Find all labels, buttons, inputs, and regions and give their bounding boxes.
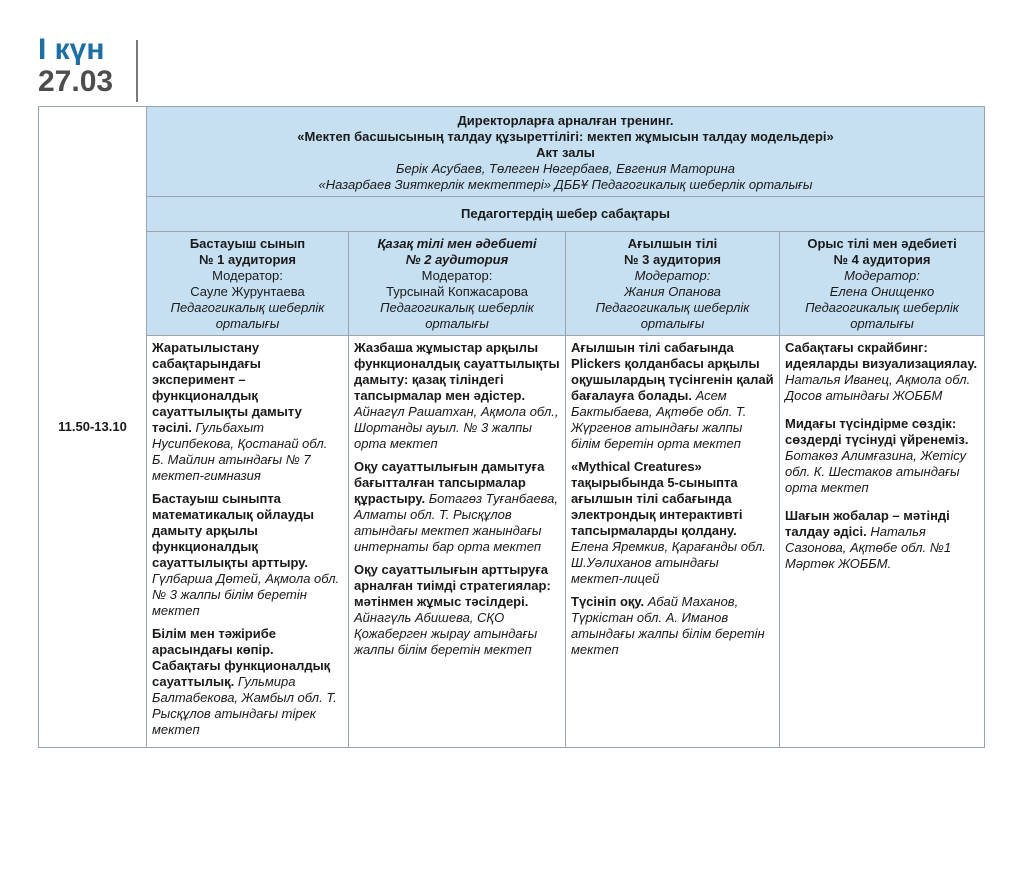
schedule-table bbox=[38, 106, 985, 748]
masters-row bbox=[39, 197, 985, 232]
room-number: № 2 аудитория bbox=[405, 252, 509, 267]
sessions-row bbox=[39, 336, 985, 748]
room-1-sessions bbox=[147, 336, 349, 748]
session-item bbox=[785, 416, 979, 496]
moderator-label: Модератор: bbox=[634, 268, 711, 283]
room-3-sessions bbox=[566, 336, 780, 748]
session-author: Гүлбарша Дөтей, Ақмола обл. № 3 жалпы білім беретін мектеп bbox=[152, 571, 340, 618]
room-number: № 4 аудитория bbox=[833, 252, 931, 267]
room-header-4 bbox=[780, 232, 985, 336]
moderator-org: Педагогикалық шеберлік bbox=[595, 300, 750, 315]
session-title: Жаратылыстану сабақтарындағы эксперимент – функционалдық сауаттылықты дамыту тәсілі. bbox=[152, 340, 302, 435]
session-item bbox=[354, 340, 560, 452]
moderator-name: Сауле Журунтаева bbox=[190, 284, 305, 299]
session-title: Шағын жобалар – мәтінді талдау әдісі. bbox=[785, 508, 950, 539]
session-author: Наталья Иванец, Ақмола обл. Досов атындағы ЖОББМ bbox=[785, 372, 971, 403]
moderator-label: Модератор: bbox=[421, 268, 493, 283]
session-author: Ботакөз Алимғазина, Жетісу обл. К. Шестаков атындағы орта мектеп bbox=[785, 448, 967, 495]
session-author: Асем Бактыбаева, Ақтөбе обл. Т. Жүргенов атындағы жалпы білім беретін орта мектеп bbox=[571, 388, 747, 451]
session-title: Мидағы түсіндірме сөздік: сөздерді түсінуді үйренеміз. bbox=[785, 416, 969, 447]
session-item bbox=[571, 340, 774, 452]
session-title: Ағылшын тілі сабағында Plickers қолданбасы арқылы оқушылардың түсінгенін қалай бағалауға болады. bbox=[571, 340, 774, 403]
date-label: 27.03 bbox=[38, 65, 114, 98]
time-slot: 11.50-13.10 bbox=[39, 107, 147, 748]
room-4-sessions bbox=[780, 336, 985, 748]
session-title: Жазбаша жұмыстар арқылы функционалдық сауаттылықты дамыту: қазақ тіліндегі тапсырмалар мен әдістер. bbox=[354, 340, 560, 403]
session-title: «Mythical Creatures» тақырыбында 5-сыныпта ағылшын тілі сабағында электрондық интерактивті тапсырмаларды қолдану. bbox=[571, 459, 743, 538]
rooms-row bbox=[39, 232, 985, 336]
training-speakers: Берік Асубаев, Төлеген Нөгербаев, Евгения Маторина bbox=[396, 161, 735, 176]
moderator-label: Модератор: bbox=[212, 268, 283, 283]
training-title: Директорларға арналған тренинг. bbox=[457, 113, 674, 128]
session-author: Елена Яремкив, Қарағанды обл. Ш.Уәлиханов атындағы мектеп-лицей bbox=[571, 539, 766, 586]
session-title: Білім мен тәжірибе арасындағы көпір. Сабақтағы функционалдық сауаттылық. bbox=[152, 626, 331, 689]
session-item bbox=[354, 562, 560, 658]
session-author: Абай Маханов, Түркістан обл. А. Иманов атындағы жалпы білім беретін мектеп bbox=[571, 594, 765, 657]
moderator-org: Педагогикалық шеберлік bbox=[380, 300, 534, 315]
session-author: Айнагүль Абишева, СҚО Қожаберген жырау атындағы жалпы білім беретін мектеп bbox=[354, 610, 538, 657]
session-author: Гульбахыт Нусипбекова, Қостанай обл. Б. Майлин атындағы № 7 мектеп-гимназия bbox=[152, 420, 328, 483]
training-venue: Акт залы bbox=[536, 145, 595, 160]
moderator-org: Педагогикалық шеберлік bbox=[805, 300, 959, 315]
room-subject: Ағылшын тілі bbox=[627, 236, 718, 251]
room-header-3 bbox=[566, 232, 780, 336]
room-subject: Қазақ тілі мен әдебиеті bbox=[377, 236, 537, 251]
room-subject: Бастауыш сынып bbox=[189, 236, 306, 251]
moderator-name: Елена Онищенко bbox=[829, 284, 935, 299]
session-author: Ботагөз Туғанбаева, Алматы обл. Т. Рысқұлов атындағы мектеп жанындағы интернаты бар орта мектеп bbox=[354, 491, 559, 554]
session-title: Түсініп оқу. bbox=[571, 594, 645, 609]
training-block bbox=[147, 107, 985, 197]
moderator-name: Жания Опанова bbox=[624, 284, 721, 299]
room-number: № 1 аудитория bbox=[199, 252, 296, 267]
day-header bbox=[38, 34, 113, 98]
moderator-org-2: орталығы bbox=[640, 316, 705, 331]
day-label: I күн bbox=[38, 33, 105, 66]
session-item bbox=[571, 459, 774, 587]
session-title: Сабақтағы скрайбинг: идеяларды визуализациялау. bbox=[785, 340, 978, 371]
session-title: Оқу сауаттылығын арттыруға арналған тиімді стратегиялар: мәтінмен жұмыс тәсілдері. bbox=[354, 562, 551, 609]
training-row bbox=[39, 107, 985, 197]
session-item bbox=[152, 340, 343, 484]
training-organization: «Назарбаев Зияткерлік мектептері» ДББҰ Педагогикалық шеберлік орталығы bbox=[318, 177, 813, 192]
moderator-org: Педагогикалық шеберлік bbox=[170, 300, 325, 315]
session-item bbox=[354, 459, 560, 555]
session-author: Наталья Сазонова, Ақтөбе обл. №1 Мәртөк ЖОББМ. bbox=[785, 524, 952, 571]
room-header-2 bbox=[349, 232, 566, 336]
header-divider bbox=[136, 40, 138, 102]
session-title: Оқу сауаттылығын дамытуға бағытталған тапсырмалар құрастыру. bbox=[354, 459, 545, 506]
room-header-1 bbox=[147, 232, 349, 336]
room-subject: Орыс тілі мен әдебиеті bbox=[807, 236, 957, 251]
moderator-name: Турсынай Копжасарова bbox=[386, 284, 528, 299]
training-subtitle: «Мектеп басшысының талдау құзыреттілігі: мектеп жұмысын талдау модельдері» bbox=[297, 129, 834, 144]
moderator-org-2: орталығы bbox=[215, 316, 280, 331]
session-item bbox=[152, 626, 343, 738]
session-item bbox=[152, 491, 343, 619]
session-item bbox=[571, 594, 774, 658]
room-number: № 3 аудитория bbox=[624, 252, 721, 267]
moderator-org-2: орталығы bbox=[425, 316, 489, 331]
masters-title: Педагогтердің шебер сабақтары bbox=[147, 197, 985, 232]
moderator-org-2: орталығы bbox=[850, 316, 914, 331]
session-author: Айнагүл Рашатхан, Ақмола обл., Шортанды ауыл. № 3 жалпы орта мектеп bbox=[354, 404, 559, 451]
moderator-label: Модератор: bbox=[844, 268, 920, 283]
session-author: Гульмира Балтабекова, Жамбыл обл. Т. Рысқұлов атындағы тірек мектеп bbox=[152, 674, 337, 737]
session-item bbox=[785, 508, 979, 572]
session-item bbox=[785, 340, 979, 404]
session-title: Бастауыш сыныпта математикалық ойлауды дамыту арқылы функционалдық сауаттылықты арттыру. bbox=[152, 491, 315, 570]
room-2-sessions bbox=[349, 336, 566, 748]
